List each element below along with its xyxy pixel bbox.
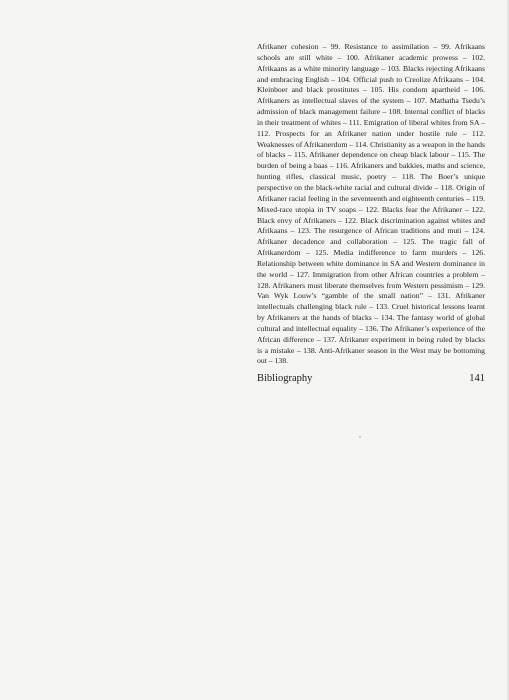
bibliography-label: Bibliography	[257, 373, 313, 384]
bibliography-page-number: 141	[469, 373, 485, 384]
contents-paragraph: Afrikaner cohesion – 99. Resistance to assimilation – 99. Afrikaans schools are still white – 100. Afrikaner academic prowess – 102. Afrikaans as a white minority language – 103. Blacks rejecting Afrikaans and embracing English – 104. Official push to Creolize Afrikaans – 104. Kleinboer and black prostitutes – 105. His condom apartheid – 106. Afrikaners as intellectual slaves of the system – 107. Mathatha Tsedu’s admission of black management failure – 108. Internal conflict of blacks in their treatment of whites – 111. Emigration of liberal whites from SA – 112. Prospects for an Afrikaner nation under hostile rule – 112. Weaknesses of Afrikanerdom – 114. Christianity as a weapon in the hands of blacks – 115. Afrikaner dependence on cheap black labour – 115. The burden of being a baas – 116. Afrikaners and bakkies, maths and science, hunting rifles, classical music, poetry – 118. The Boer’s unique perspective on the black-white racial and cultural divide – 118. Origin of Afrikaner racial feeling in the seventeenth and eighteenth centuries – 119. Mixed-race utopia in TV soaps – 122. Blacks fear the Afrikaner – 122. Black envy of Afrikaners – 122. Black discrimination against whites and Afrikaans – 123. The resurgence of African traditions and muti – 124. Afrikaner decadence and collaboration – 125. The tragic fall of Afrikanerdom – 125. Media indifference to farm murders – 126. Relationship between white dominance in SA and Western dominance in the world – 127. Immigration from other African countries a problem – 128. Afrikaners must liberate themselves from Western pessimism – 129. Van Wyk Louw’s “gamble of the small nation” – 131. Afrikaner intellectuals challenging black rule – 133. Cruel historical lessons learnt by Afrikaners at the hands of blacks – 134. The fantasy world of global cultural and intellectual equality – 136. The Afrikaner’s experience of the African difference – 137. Afrikaner experiment in being ruled by blacks is a mistake – 138. Anti-Afrikaner season in the West may be bottoming out – 138.	[257, 42, 485, 366]
bibliography-entry	[257, 373, 485, 387]
paper-speck	[359, 436, 361, 438]
